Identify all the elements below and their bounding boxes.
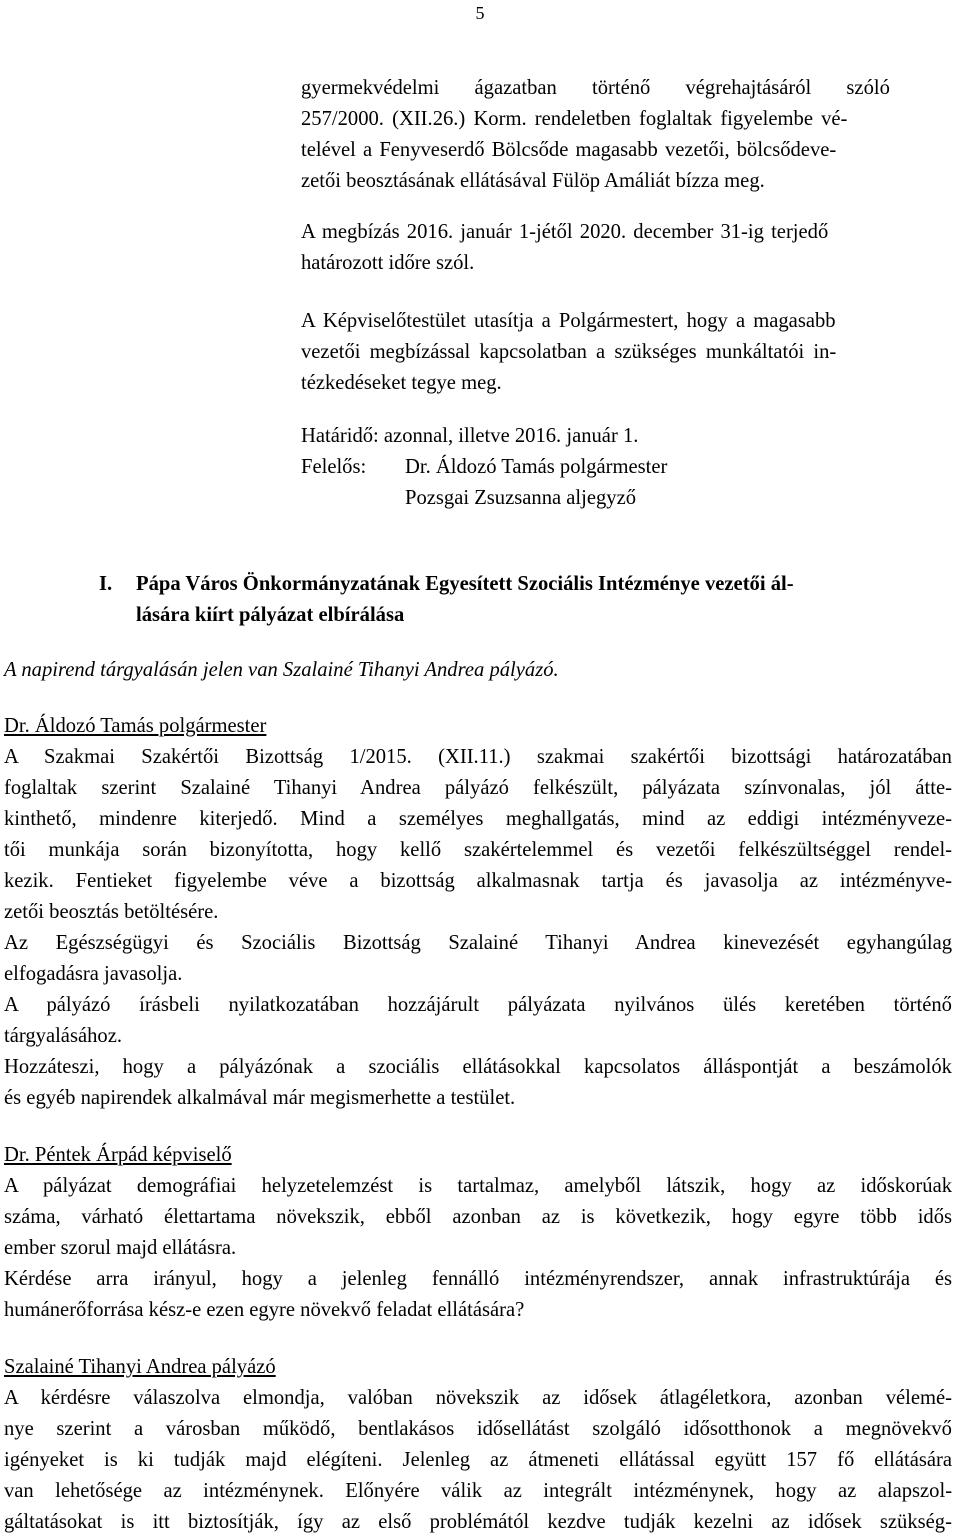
speech1-line-1: A Szakmai Szakértői Bizottság 1/2015. (XII.11.) szakmai szakértői bizottsági határozatában — [4, 746, 952, 768]
speech1-line-10: tárgyalásához. — [4, 1025, 122, 1047]
speech3-line-4: van lehetősége az intézménynek. Előnyére válik az integrált intézménynek, hogy az alapszol- — [4, 1480, 953, 1502]
instruction-line-2: vezetői megbízással kapcsolatban a szükséges munkáltatói in- — [301, 341, 837, 363]
intro-line-2: 257/2000. (XII.26.) Korm. rendeletben foglaltak figyelembe vé- — [301, 108, 848, 130]
intro-line-3: telével a Fenyveserdő Bölcsőde magasabb vezetői, bölcsődeve- — [301, 139, 837, 161]
speech1-line-4: tői munkája során bizonyította, hogy kellő szakértelemmel és vezetői felkészültséggel rendel- — [4, 839, 953, 861]
mandate-line-2: határozott időre szól. — [301, 252, 475, 274]
speech1-line-9: A pályázó írásbeli nyilatkozatában hozzájárult pályázata nyilvános ülés keretében történő — [4, 994, 952, 1016]
responsible-label: Felelős: — [301, 456, 367, 478]
section-title-line-1: Pápa Város Önkormányzatának Egyesített Szociális Intézménye vezetői ál- — [136, 573, 794, 595]
speech1-line-6: zetői beosztás betöltésére. — [4, 901, 219, 923]
speech1-line-8: elfogadásra javasolja. — [4, 963, 183, 985]
speech3-line-5: gáltatásokat is itt biztosítják, így az első problémától kezdve tudják kezelni az idősek szükség- — [4, 1511, 952, 1533]
speaker-representative: Dr. Péntek Árpád képviselő — [4, 1144, 232, 1166]
instruction-line-3: tézkedéseket tegye meg. — [301, 372, 502, 394]
speech2-line-5: humánerőforrása kész-e ezen egyre növekvő feladat ellátására? — [4, 1299, 525, 1321]
responsible-mayor: Dr. Áldozó Tamás polgármester — [405, 456, 668, 478]
instruction-line-1: A Képviselőtestület utasítja a Polgármestert, hogy a magasabb — [301, 310, 836, 332]
speech3-line-1: A kérdésre válaszolva elmondja, valóban növekszik az idősek átlagéletkora, azonban vélemé- — [4, 1387, 953, 1409]
speech2-line-4: Kérdése arra irányul, hogy a jelenleg fennálló intézményrendszer, annak infrastruktúrája és — [4, 1268, 953, 1290]
page-number: 5 — [475, 3, 485, 23]
section-number: I. — [99, 573, 113, 595]
speech1-line-5: kezik. Fentieket figyelembe véve a bizottság alkalmasnak tartja és javasolja az intézményve- — [4, 870, 952, 892]
intro-line-1 — [301, 78, 956, 99]
speech3-line-2: nye szerint a városban működő, bentlakásos idősellátást szolgáló idősotthonok a megnövekvő — [4, 1418, 952, 1440]
speaker-mayor: Dr. Áldozó Tamás polgármester — [4, 715, 267, 737]
responsible-deputy-notary: Pozsgai Zsuzsanna aljegyző — [405, 487, 637, 509]
speech1-line-2: foglaltak szerint Szalainé Tihanyi Andrea pályázó felkészült, pályázata színvonalas, jól átte- — [4, 777, 952, 799]
speech2-line-2: száma, várható élettartama növekszik, ebből azonban az is következik, hogy egyre több idős — [4, 1206, 953, 1228]
intro-line-4: zetői beosztásának ellátásával Fülöp Amáliát bízza meg. — [301, 170, 765, 192]
section-title-line-2: lására kiírt pályázat elbírálása — [136, 604, 405, 626]
attendance-note: A napirend tárgyalásán jelen van Szalainé Tihanyi Andrea pályázó. — [4, 659, 559, 681]
mandate-line-1: A megbízás 2016. január 1-jétől 2020. december 31-ig terjedő — [301, 221, 829, 243]
speech1-line-12: és egyéb napirendek alkalmával már megismerhette a testület. — [4, 1087, 516, 1109]
speech2-line-3: ember szorul majd ellátásra. — [4, 1237, 237, 1259]
speech1-line-11: Hozzáteszi, hogy a pályázónak a szociális ellátásokkal kapcsolatos álláspontját a beszámolók — [4, 1056, 952, 1078]
speaker-applicant: Szalainé Tihanyi Andrea pályázó — [4, 1356, 276, 1378]
intro-line-1-text: gyermekvédelmi ágazatban történő végrehajtásáról szóló — [301, 77, 890, 99]
speech1-line-3: kinthető, mindenre kiterjedő. Mind a személyes meghallgatás, mind az eddigi intézményveze- — [4, 808, 952, 830]
speech2-line-1: A pályázat demográfiai helyzetelemzést is tartalmaz, amelyből látszik, hogy az időskorúak — [4, 1175, 953, 1197]
speech3-line-3: igényeket is ki tudják majd elégíteni. Jelenleg az átmeneti ellátással együtt 157 fő ellátására — [4, 1449, 953, 1471]
deadline: Határidő: azonnal, illetve 2016. január 1. — [301, 425, 639, 447]
speech1-line-7: Az Egészségügyi és Szociális Bizottság Szalainé Tihanyi Andrea kinevezését egyhangúlag — [4, 932, 953, 954]
